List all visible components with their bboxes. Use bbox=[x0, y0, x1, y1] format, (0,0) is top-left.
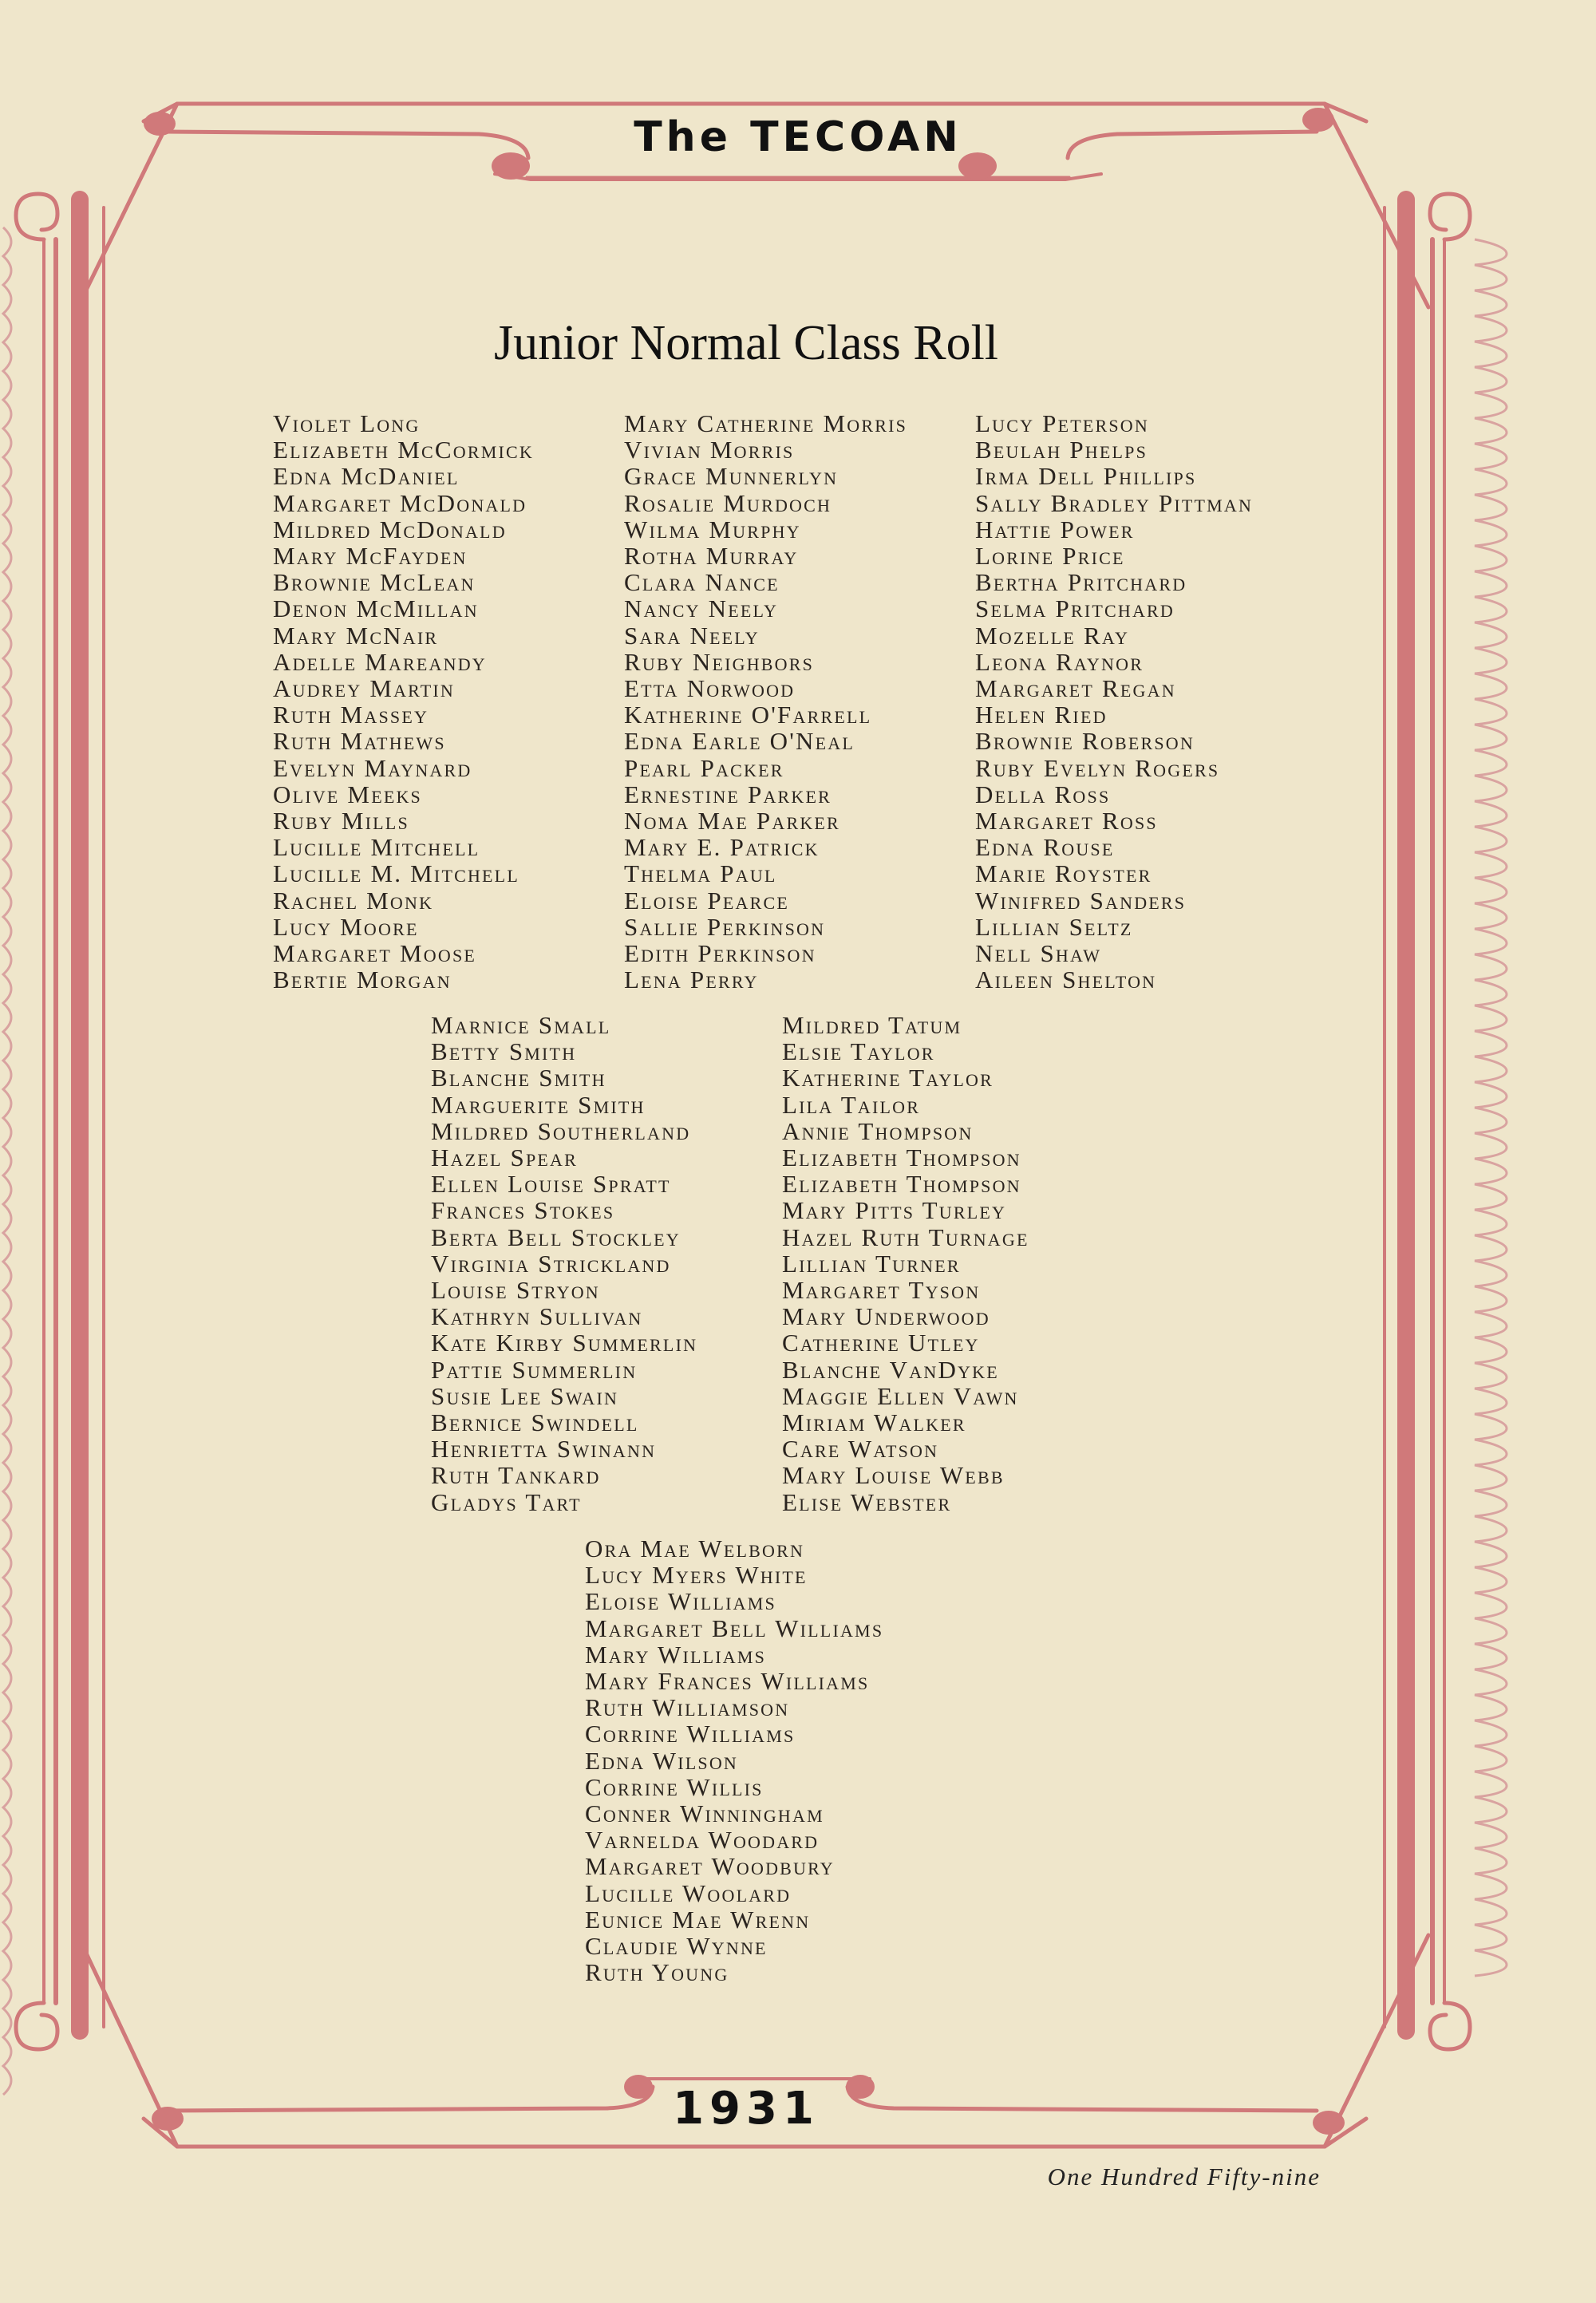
student-name: Hazel Ruth Turnage bbox=[782, 1223, 1029, 1251]
student-name: Lucy Peterson bbox=[975, 409, 1149, 437]
student-name: Elizabeth Thompson bbox=[782, 1144, 1021, 1172]
running-head: The TECOAN bbox=[634, 113, 962, 161]
student-name: Ernestine Parker bbox=[624, 780, 832, 808]
student-name: Corrine Williams bbox=[585, 1720, 796, 1748]
student-name: Pattie Summerlin bbox=[431, 1355, 638, 1384]
student-name: Helen Ried bbox=[975, 701, 1108, 729]
student-name: Eloise Williams bbox=[585, 1587, 776, 1616]
student-name: Bernice Swindell bbox=[431, 1408, 639, 1437]
student-name: Adelle Mareandy bbox=[273, 647, 487, 676]
student-name: Varnelda Woodard bbox=[585, 1826, 820, 1855]
student-name: Claudie Wynne bbox=[585, 1932, 768, 1961]
student-name: Edna Earle O'Neal bbox=[624, 727, 855, 756]
student-name: Winifred Sanders bbox=[975, 886, 1187, 914]
student-name: Susie Lee Swain bbox=[431, 1381, 619, 1410]
student-name: Ellen Louise Spratt bbox=[431, 1170, 671, 1199]
student-name: Lila Tailor bbox=[782, 1090, 921, 1119]
student-name: Ruby Mills bbox=[273, 807, 409, 835]
name-column bbox=[975, 410, 1253, 993]
student-name: Denon McMillan bbox=[273, 595, 479, 623]
student-name: Marie Royster bbox=[975, 859, 1152, 888]
student-name: Mary Louise Webb bbox=[782, 1461, 1005, 1490]
student-name: Care Watson bbox=[782, 1435, 939, 1464]
student-name: Leona Raynor bbox=[975, 647, 1144, 676]
student-name: Violet Long bbox=[273, 409, 421, 437]
student-name: Lillian Seltz bbox=[975, 912, 1133, 941]
name-column bbox=[273, 410, 534, 993]
student-name: Etta Norwood bbox=[624, 674, 796, 703]
student-name: Katherine O'Farrell bbox=[624, 701, 872, 729]
student-name: Audrey Martin bbox=[273, 674, 455, 703]
student-name: Bertie Morgan bbox=[273, 966, 452, 994]
student-name: Ruth Williamson bbox=[585, 1693, 790, 1722]
student-name: Rotha Murray bbox=[624, 542, 799, 571]
student-name: Kate Kirby Summerlin bbox=[431, 1329, 698, 1357]
student-name: Ruth Tankard bbox=[431, 1461, 601, 1490]
student-name: Selma Pritchard bbox=[975, 595, 1175, 623]
student-name: Lillian Turner bbox=[782, 1249, 961, 1278]
student-name: Margaret Tyson bbox=[782, 1276, 981, 1305]
name-column bbox=[782, 1012, 1029, 1515]
student-name: Catherine Utley bbox=[782, 1329, 980, 1357]
student-name: Edith Perkinson bbox=[624, 939, 816, 968]
student-name: Evelyn Maynard bbox=[273, 753, 472, 782]
student-name: Rosalie Murdoch bbox=[624, 488, 832, 517]
student-name: Mildred Southerland bbox=[431, 1116, 691, 1145]
student-name: Rachel Monk bbox=[273, 886, 434, 914]
student-name: Grace Munnerlyn bbox=[624, 462, 839, 491]
student-name: Nell Shaw bbox=[975, 939, 1102, 968]
student-name: Marguerite Smith bbox=[431, 1090, 646, 1119]
student-name: Mary E. Patrick bbox=[624, 833, 820, 862]
name-column bbox=[585, 1535, 883, 1985]
student-name: Frances Stokes bbox=[431, 1196, 615, 1225]
student-name: Bertha Pritchard bbox=[975, 568, 1187, 597]
student-name: Miriam Walker bbox=[782, 1408, 966, 1437]
student-name: Ruth Young bbox=[585, 1958, 729, 1987]
student-name: Elizabeth Thompson bbox=[782, 1170, 1021, 1199]
student-name: Henrietta Swinann bbox=[431, 1435, 657, 1464]
student-name: Ruth Mathews bbox=[273, 727, 446, 756]
student-name: Lucy Moore bbox=[273, 912, 419, 941]
student-name: Ruth Massey bbox=[273, 701, 429, 729]
student-name: Betty Smith bbox=[431, 1037, 577, 1066]
student-name: Brownie McLean bbox=[273, 568, 476, 597]
student-name: Louise Stryon bbox=[431, 1276, 600, 1305]
student-name: Margaret Regan bbox=[975, 674, 1176, 703]
student-name: Beulah Phelps bbox=[975, 436, 1148, 464]
student-name: Blanche VanDyke bbox=[782, 1355, 999, 1384]
student-name: Nancy Neely bbox=[624, 595, 779, 623]
student-name: Lena Perry bbox=[624, 966, 759, 994]
student-name: Mildred McDonald bbox=[273, 515, 507, 543]
student-name: Mary McFayden bbox=[273, 542, 468, 571]
name-column bbox=[431, 1012, 697, 1515]
name-column bbox=[624, 410, 907, 993]
student-name: Mary Underwood bbox=[782, 1302, 990, 1331]
student-name: Noma Mae Parker bbox=[624, 807, 840, 835]
student-name: Mary Frances Williams bbox=[585, 1667, 870, 1696]
student-name: Edna McDaniel bbox=[273, 462, 460, 491]
student-name: Virginia Strickland bbox=[431, 1249, 671, 1278]
student-name: Ruby Evelyn Rogers bbox=[975, 753, 1220, 782]
student-name: Elsie Taylor bbox=[782, 1037, 935, 1066]
student-name: Annie Thompson bbox=[782, 1116, 974, 1145]
student-name: Pearl Packer bbox=[624, 753, 784, 782]
student-name: Conner Winningham bbox=[585, 1799, 824, 1828]
student-name: Mozelle Ray bbox=[975, 621, 1130, 650]
student-name: Olive Meeks bbox=[273, 780, 422, 808]
student-name: Ruby Neighbors bbox=[624, 647, 815, 676]
student-name: Kathryn Sullivan bbox=[431, 1302, 643, 1331]
student-name: Della Ross bbox=[975, 780, 1111, 808]
student-name: Lorine Price bbox=[975, 542, 1125, 571]
student-name: Lucille Woolard bbox=[585, 1878, 792, 1907]
student-name: Mary Williams bbox=[585, 1640, 767, 1669]
student-name: Sally Bradley Pittman bbox=[975, 488, 1254, 517]
student-name: Ora Mae Welborn bbox=[585, 1535, 805, 1562]
student-name: Margaret Woodbury bbox=[585, 1852, 835, 1881]
student-name: Mary McNair bbox=[273, 621, 439, 650]
student-name: Lucille M. Mitchell bbox=[273, 859, 519, 888]
student-name: Sara Neely bbox=[624, 621, 760, 650]
student-name: Katherine Taylor bbox=[782, 1064, 994, 1092]
student-name: Irma Dell Phillips bbox=[975, 462, 1197, 491]
student-name: Edna Wilson bbox=[585, 1746, 739, 1775]
student-name: Elise Webster bbox=[782, 1487, 952, 1516]
student-name: Clara Nance bbox=[624, 568, 780, 597]
student-name: Margaret McDonald bbox=[273, 488, 527, 517]
student-name: Sallie Perkinson bbox=[624, 912, 826, 941]
student-name: Edna Rouse bbox=[975, 833, 1115, 862]
student-name: Mildred Tatum bbox=[782, 1011, 962, 1039]
student-name: Wilma Murphy bbox=[624, 515, 801, 543]
right-edge-flourish bbox=[1475, 239, 1507, 1976]
student-name: Thelma Paul bbox=[624, 859, 777, 888]
student-name: Lucille Mitchell bbox=[273, 833, 480, 862]
page-title: Junior Normal Class Roll bbox=[493, 316, 999, 370]
student-name: Marnice Small bbox=[431, 1011, 611, 1039]
student-name: Margaret Bell Williams bbox=[585, 1614, 884, 1642]
student-name: Mary Pitts Turley bbox=[782, 1196, 1007, 1225]
student-name: Mary Catherine Morris bbox=[624, 409, 908, 437]
page-number: One Hundred Fifty-nine bbox=[1047, 2163, 1321, 2190]
left-edge-flourish bbox=[3, 227, 11, 2095]
year-label: 1931 bbox=[673, 2083, 820, 2135]
student-name: Blanche Smith bbox=[431, 1064, 606, 1092]
student-name: Elizabeth McCormick bbox=[273, 436, 534, 464]
student-name: Eunice Mae Wrenn bbox=[585, 1905, 811, 1934]
student-name: Margaret Moose bbox=[273, 939, 477, 968]
student-name: Lucy Myers White bbox=[585, 1561, 808, 1590]
student-name: Berta Bell Stockley bbox=[431, 1223, 681, 1251]
student-name: Margaret Ross bbox=[975, 807, 1158, 835]
student-name: Hazel Spear bbox=[431, 1144, 579, 1172]
student-name: Brownie Roberson bbox=[975, 727, 1195, 756]
student-name: Aileen Shelton bbox=[975, 966, 1157, 994]
student-name: Eloise Pearce bbox=[624, 886, 789, 914]
student-name: Vivian Morris bbox=[624, 436, 795, 464]
student-name: Maggie Ellen Vawn bbox=[782, 1381, 1019, 1410]
student-name: Hattie Power bbox=[975, 515, 1135, 543]
student-name: Corrine Willis bbox=[585, 1772, 764, 1801]
student-name: Gladys Tart bbox=[431, 1487, 582, 1516]
